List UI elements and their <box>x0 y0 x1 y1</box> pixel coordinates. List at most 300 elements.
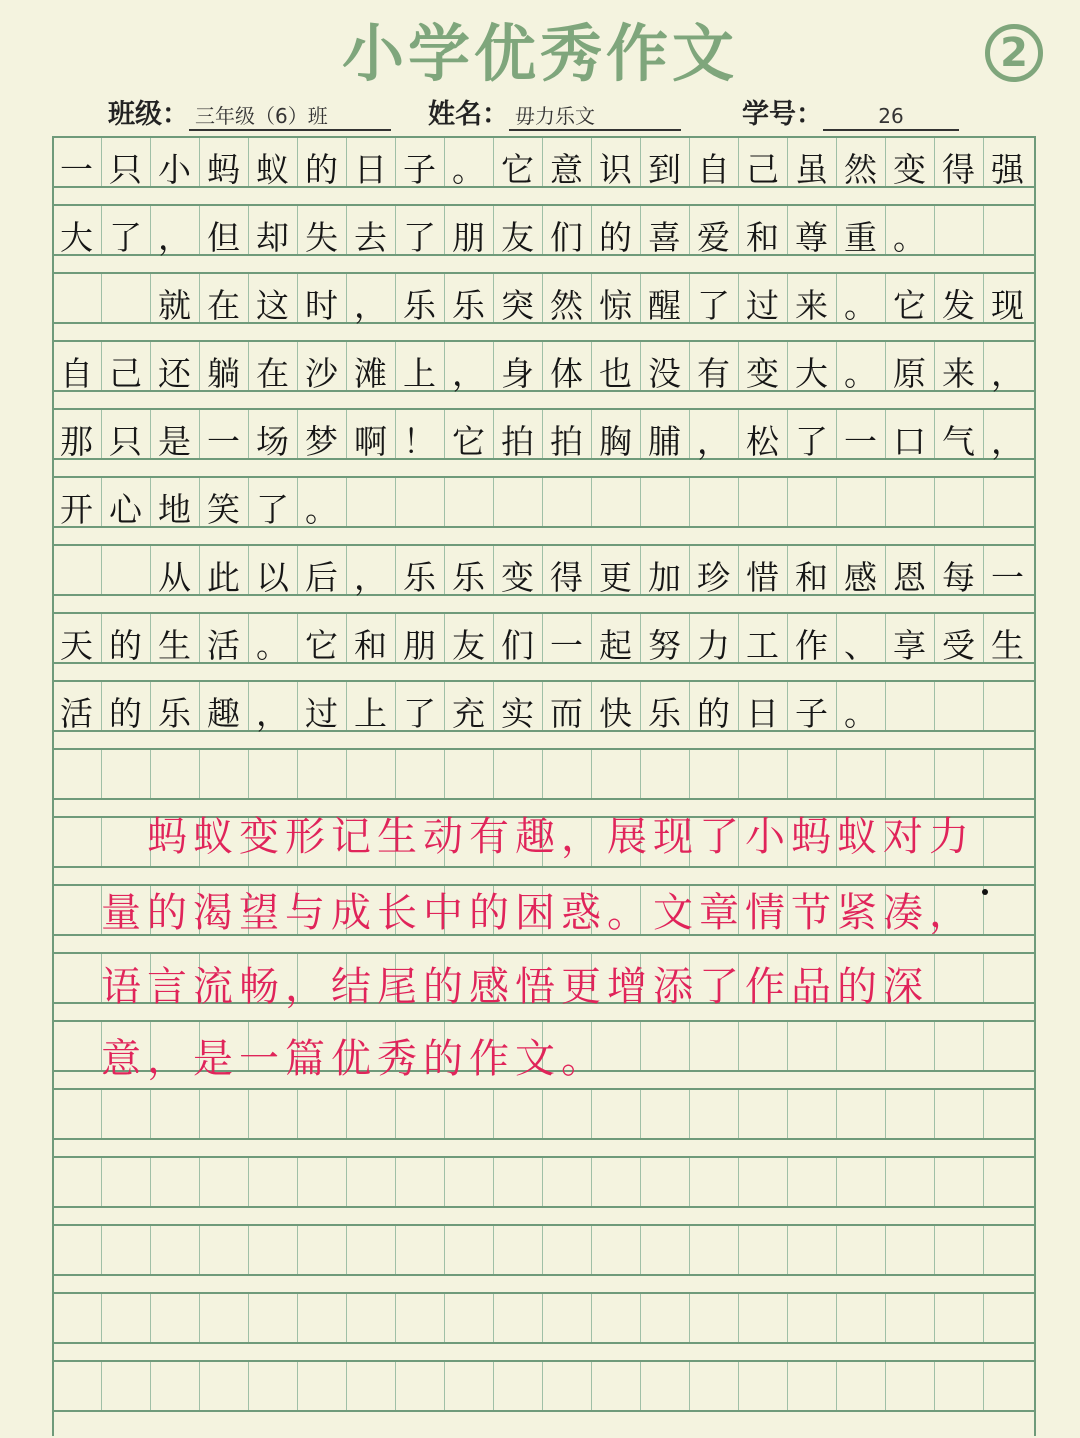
grid-cell <box>101 750 150 798</box>
essay-char: 生 <box>991 626 1024 665</box>
grid-cell <box>738 1362 787 1410</box>
essay-char: 自 <box>697 150 730 189</box>
essay-char: 这 <box>256 286 289 325</box>
essay-char: 恩 <box>893 558 926 597</box>
essay-char: 它 <box>501 150 534 189</box>
grid-cell <box>101 1362 150 1410</box>
comment-char: 是 <box>193 1036 233 1082</box>
essay-char: 口 <box>893 422 926 461</box>
comment-char: 渴 <box>193 890 233 936</box>
grid-cell <box>150 1158 199 1206</box>
essay-char: 脯 <box>648 422 681 461</box>
grid-cell <box>395 750 444 798</box>
comment-line <box>52 952 1042 1022</box>
grid-cell <box>199 1362 248 1410</box>
essay-char: 意 <box>550 150 583 189</box>
grid-cell <box>885 1362 934 1410</box>
comment-char: 量 <box>101 890 141 936</box>
grid-cell <box>738 750 787 798</box>
essay-char: 就 <box>158 286 191 325</box>
comment-char: 畅 <box>239 964 279 1010</box>
grid-cell <box>395 1226 444 1274</box>
comment-char: 。 <box>607 890 647 936</box>
comment-char: 流 <box>193 964 233 1010</box>
essay-char: ， <box>697 422 730 461</box>
grid-cell <box>885 1158 934 1206</box>
essay-char: 体 <box>550 354 583 393</box>
grid-cell <box>934 750 983 798</box>
essay-line <box>52 620 1042 672</box>
essay-char: 变 <box>893 150 926 189</box>
grid-cell <box>199 1158 248 1206</box>
essay-line <box>52 688 1042 740</box>
grid-cell <box>640 750 689 798</box>
grid-cell <box>297 750 346 798</box>
grid-cell <box>444 750 493 798</box>
essay-char: 更 <box>599 558 632 597</box>
essay-char: 乐 <box>452 286 485 325</box>
essay-char: 却 <box>256 218 289 257</box>
comment-char: 了 <box>699 814 739 860</box>
essay-char: 。 <box>844 286 877 325</box>
essay-char: 啊 <box>354 422 387 461</box>
grid-cell <box>150 1226 199 1274</box>
essay-char: 松 <box>746 422 779 461</box>
essay-char: 力 <box>697 626 730 665</box>
essay-char: 变 <box>501 558 534 597</box>
grid-cell <box>689 1362 738 1410</box>
essay-char: 惜 <box>746 558 779 597</box>
essay-char: 感 <box>844 558 877 597</box>
grid-cell <box>542 750 591 798</box>
class-label: 班级： <box>108 99 189 130</box>
essay-char: 原 <box>893 354 926 393</box>
comment-char: 结 <box>331 964 371 1010</box>
grid-cell <box>640 1362 689 1410</box>
comment-line <box>52 878 1042 948</box>
essay-char: 、 <box>844 626 877 665</box>
comment-char: 添 <box>653 964 693 1010</box>
comment-char: ， <box>147 1036 187 1082</box>
student-id-field <box>742 92 959 132</box>
grid-cell <box>591 1158 640 1206</box>
essay-char: 蚁 <box>256 150 289 189</box>
grid-cell <box>395 1090 444 1138</box>
essay-char: 子 <box>795 694 828 733</box>
grid-cell <box>346 1226 395 1274</box>
grid-cell <box>640 1090 689 1138</box>
comment-char <box>52 952 98 1022</box>
essay-char: 变 <box>746 354 779 393</box>
essay-char: 了 <box>795 422 828 461</box>
comment-char: 尾 <box>377 964 417 1010</box>
essay-char: 身 <box>501 354 534 393</box>
essay-char: 失 <box>305 218 338 257</box>
comment-char <box>52 802 98 872</box>
comment-char: 变 <box>239 814 279 860</box>
comment-char: 中 <box>423 890 463 936</box>
comment-char: 形 <box>285 814 325 860</box>
essay-char: 上 <box>354 694 387 733</box>
essay-char: 在 <box>207 286 240 325</box>
grid-cell <box>542 1090 591 1138</box>
essay-char: 得 <box>550 558 583 597</box>
comment-char: 情 <box>745 890 785 936</box>
comment-char: 力 <box>929 814 969 860</box>
essay-char: 充 <box>452 694 485 733</box>
grid-cell <box>885 750 934 798</box>
grid-cell <box>248 1294 297 1342</box>
comment-char: 。 <box>561 1036 601 1082</box>
grid-cell <box>983 750 1032 798</box>
essay-char: 一 <box>60 150 93 189</box>
essay-char: 大 <box>60 218 93 257</box>
essay-char: 去 <box>354 218 387 257</box>
essay-char: 的 <box>599 218 632 257</box>
grid-cell <box>346 1362 395 1410</box>
essay-char: 了 <box>403 694 436 733</box>
grid-cell <box>591 1226 640 1274</box>
essay-char: 发 <box>942 286 975 325</box>
essay-char: 识 <box>599 150 632 189</box>
comment-char: 作 <box>745 964 785 1010</box>
essay-char: 时 <box>305 286 338 325</box>
grid-cell <box>150 1090 199 1138</box>
essay-char: 过 <box>746 286 779 325</box>
grid-cell <box>395 1158 444 1206</box>
essay-char: 地 <box>158 490 191 529</box>
grid-row <box>52 1360 1034 1412</box>
comment-char: 望 <box>239 890 279 936</box>
comment-char: 蚂 <box>147 814 187 860</box>
grid-cell <box>983 1294 1032 1342</box>
comment-char: 一 <box>239 1036 279 1082</box>
comment-char: 节 <box>791 890 831 936</box>
comment-char: 长 <box>377 890 417 936</box>
grid-cell <box>983 1362 1032 1410</box>
comment-char: 困 <box>515 890 555 936</box>
comment-char: 悟 <box>515 964 555 1010</box>
grid-cell <box>297 1294 346 1342</box>
essay-char: 爱 <box>697 218 730 257</box>
essay-char: 。 <box>893 218 926 257</box>
grid-cell <box>248 1226 297 1274</box>
grid-cell <box>836 1158 885 1206</box>
grid-cell <box>934 1158 983 1206</box>
essay-char: 乐 <box>452 558 485 597</box>
essay-char: 它 <box>452 422 485 461</box>
essay-char: 珍 <box>697 558 730 597</box>
essay-char: 而 <box>550 694 583 733</box>
comment-char: 展 <box>607 814 647 860</box>
comment-char: 现 <box>653 814 693 860</box>
grid-cell <box>836 1294 885 1342</box>
grid-cell <box>493 1090 542 1138</box>
grid-row <box>52 748 1034 800</box>
grid-cell <box>199 750 248 798</box>
comment-char: 品 <box>791 964 831 1010</box>
essay-char <box>52 552 101 604</box>
essay-char: 实 <box>501 694 534 733</box>
grid-cell <box>248 1362 297 1410</box>
grid-cell <box>346 750 395 798</box>
comment-char <box>98 802 144 872</box>
name-label: 姓名： <box>428 99 509 130</box>
grid-cell <box>885 1294 934 1342</box>
essay-char: 场 <box>256 422 289 461</box>
essay-char: 了 <box>256 490 289 529</box>
comment-char: 记 <box>331 814 371 860</box>
essay-char: 一 <box>550 626 583 665</box>
essay-char <box>52 280 101 332</box>
comment-char: 的 <box>147 890 187 936</box>
comment-char: 秀 <box>377 1036 417 1082</box>
grid-cell <box>542 1294 591 1342</box>
page-number-badge: 2 <box>985 24 1043 82</box>
essay-line <box>52 212 1042 264</box>
grid-cell <box>101 1158 150 1206</box>
grid-cell <box>787 1362 836 1410</box>
comment-char: 有 <box>469 814 509 860</box>
grid-cell <box>591 1294 640 1342</box>
comment-char: 深 <box>883 964 923 1010</box>
essay-char: 朋 <box>452 218 485 257</box>
grid-cell <box>934 1362 983 1410</box>
essay-line <box>52 144 1042 196</box>
essay-char: 开 <box>60 490 93 529</box>
essay-char: 。 <box>844 694 877 733</box>
grid-cell <box>689 1090 738 1138</box>
essay-char: 来 <box>942 354 975 393</box>
grid-cell <box>444 1090 493 1138</box>
grid-cell <box>787 1158 836 1206</box>
essay-char: 来 <box>795 286 828 325</box>
essay-char: 趣 <box>207 694 240 733</box>
essay-char: 上 <box>403 354 436 393</box>
comment-char: 篇 <box>285 1036 325 1082</box>
comment-char: 了 <box>699 964 739 1010</box>
essay-char: 过 <box>305 694 338 733</box>
comment-char: 作 <box>469 1036 509 1082</box>
grid-cell <box>640 1158 689 1206</box>
essay-char: 那 <box>60 422 93 461</box>
essay-char: 乐 <box>648 694 681 733</box>
essay-line <box>52 416 1042 468</box>
comment-char: 蚁 <box>837 814 877 860</box>
comment-char: 惑 <box>561 890 601 936</box>
essay-char: 。 <box>452 150 485 189</box>
comment-char: 的 <box>837 964 877 1010</box>
grid-cell <box>101 1226 150 1274</box>
grid-cell <box>297 1090 346 1138</box>
essay-char: 活 <box>60 694 93 733</box>
essay-char: 梦 <box>305 422 338 461</box>
comment-char: 的 <box>423 964 463 1010</box>
essay-char: 虽 <box>795 150 828 189</box>
essay-char: 蚂 <box>207 150 240 189</box>
grid-cell <box>444 1362 493 1410</box>
grid-row <box>52 1292 1034 1344</box>
essay-char: 受 <box>942 626 975 665</box>
essay-char: 的 <box>109 694 142 733</box>
grid-row <box>52 1224 1034 1276</box>
essay-char: 己 <box>109 354 142 393</box>
essay-char: 到 <box>648 150 681 189</box>
student-id-label: 学号： <box>742 99 823 130</box>
comment-char <box>52 878 98 948</box>
grid-cell <box>493 750 542 798</box>
grid-cell <box>493 1226 542 1274</box>
grid-cell <box>787 1090 836 1138</box>
essay-char: 自 <box>60 354 93 393</box>
essay-char: 努 <box>648 626 681 665</box>
essay-char: 没 <box>648 354 681 393</box>
comment-char: 对 <box>883 814 923 860</box>
grid-cell <box>248 1158 297 1206</box>
essay-char: 强 <box>991 150 1024 189</box>
comment-char: 小 <box>745 814 785 860</box>
grid-cell <box>52 1158 101 1206</box>
grid-cell <box>346 1294 395 1342</box>
grid-cell <box>199 1090 248 1138</box>
essay-char: 胸 <box>599 422 632 461</box>
essay-char: 的 <box>109 626 142 665</box>
essay-char: ， <box>991 354 1024 393</box>
comment-char: 生 <box>377 814 417 860</box>
essay-char: 此 <box>207 558 240 597</box>
grid-cell <box>836 750 885 798</box>
grid-cell <box>689 1226 738 1274</box>
class-value: 三年级（6）班 <box>189 103 391 131</box>
essay-char: 快 <box>599 694 632 733</box>
comment-char: 蚁 <box>193 814 233 860</box>
grid-cell <box>101 1090 150 1138</box>
grid-cell <box>444 1158 493 1206</box>
essay-char: 友 <box>452 626 485 665</box>
essay-char: 只 <box>109 150 142 189</box>
grid-cell <box>248 750 297 798</box>
essay-char: 每 <box>942 558 975 597</box>
essay-char: 的 <box>305 150 338 189</box>
comment-char: 的 <box>469 890 509 936</box>
comment-char: 凑 <box>883 890 923 936</box>
grid-row <box>52 1088 1034 1140</box>
essay-char: 它 <box>893 286 926 325</box>
comment-char: 的 <box>423 1036 463 1082</box>
essay-char: ， <box>256 694 289 733</box>
essay-char: 的 <box>697 694 730 733</box>
essay-char: ， <box>158 218 191 257</box>
essay-char: 活 <box>207 626 240 665</box>
essay-char: 。 <box>305 490 338 529</box>
grid-cell <box>591 750 640 798</box>
essay-char: 作 <box>795 626 828 665</box>
essay-char <box>101 552 150 604</box>
comment-char: 章 <box>699 890 739 936</box>
grid-cell <box>787 1226 836 1274</box>
grid-cell <box>493 1362 542 1410</box>
essay-char: ， <box>452 354 485 393</box>
essay-char: 拍 <box>501 422 534 461</box>
grid-cell <box>934 1090 983 1138</box>
essay-char: 。 <box>844 354 877 393</box>
essay-char: 天 <box>60 626 93 665</box>
essay-char: 加 <box>648 558 681 597</box>
essay-char: 了 <box>403 218 436 257</box>
grid-cell <box>738 1294 787 1342</box>
essay-char: ， <box>354 286 387 325</box>
grid-cell <box>591 1090 640 1138</box>
essay-char: 突 <box>501 286 534 325</box>
essay-line <box>52 552 1042 604</box>
grid-cell <box>297 1362 346 1410</box>
grid-cell <box>493 1294 542 1342</box>
comment-line <box>52 802 1042 872</box>
grid-cell <box>934 1226 983 1274</box>
comment-char: 优 <box>331 1036 371 1082</box>
grid-cell <box>493 1158 542 1206</box>
grid-cell <box>150 1362 199 1410</box>
name-value: 毋力乐文 <box>509 103 681 131</box>
essay-line <box>52 484 1042 536</box>
grid-cell <box>52 750 101 798</box>
essay-char: 是 <box>158 422 191 461</box>
grid-cell <box>738 1090 787 1138</box>
essay-char: 乐 <box>403 286 436 325</box>
essay-char: 拍 <box>550 422 583 461</box>
essay-char: 惊 <box>599 286 632 325</box>
comment-char: 成 <box>331 890 371 936</box>
grid-cell <box>542 1158 591 1206</box>
grid-cell <box>52 1362 101 1410</box>
comment-char: ， <box>561 814 601 860</box>
essay-char: 生 <box>158 626 191 665</box>
essay-char: 心 <box>109 490 142 529</box>
grid-cell <box>199 1226 248 1274</box>
grid-cell <box>836 1226 885 1274</box>
grid-cell <box>444 1294 493 1342</box>
grid-cell <box>444 1226 493 1274</box>
essay-char: 沙 <box>305 354 338 393</box>
comment-char <box>52 1024 98 1094</box>
grid-cell <box>836 1090 885 1138</box>
comment-line <box>52 1024 1042 1094</box>
essay-char: 享 <box>893 626 926 665</box>
essay-char: 从 <box>158 558 191 597</box>
grid-cell <box>885 1226 934 1274</box>
grid-cell <box>542 1226 591 1274</box>
comment-char: 蚂 <box>791 814 831 860</box>
comment-char: 言 <box>147 964 187 1010</box>
grid-cell <box>640 1226 689 1274</box>
grid-cell <box>346 1090 395 1138</box>
essay-line <box>52 348 1042 400</box>
comment-char: 感 <box>469 964 509 1010</box>
essay-char: 了 <box>109 218 142 257</box>
grid-cell <box>395 1362 444 1410</box>
grid-cell <box>738 1158 787 1206</box>
essay-char: 滩 <box>354 354 387 393</box>
essay-char: 大 <box>795 354 828 393</box>
comment-char: 趣 <box>515 814 555 860</box>
essay-char: 们 <box>550 218 583 257</box>
essay-char: 一 <box>844 422 877 461</box>
essay-char: 和 <box>795 558 828 597</box>
essay-char: 朋 <box>403 626 436 665</box>
comment-char: 更 <box>561 964 601 1010</box>
grid-cell <box>689 750 738 798</box>
essay-char: 和 <box>746 218 779 257</box>
